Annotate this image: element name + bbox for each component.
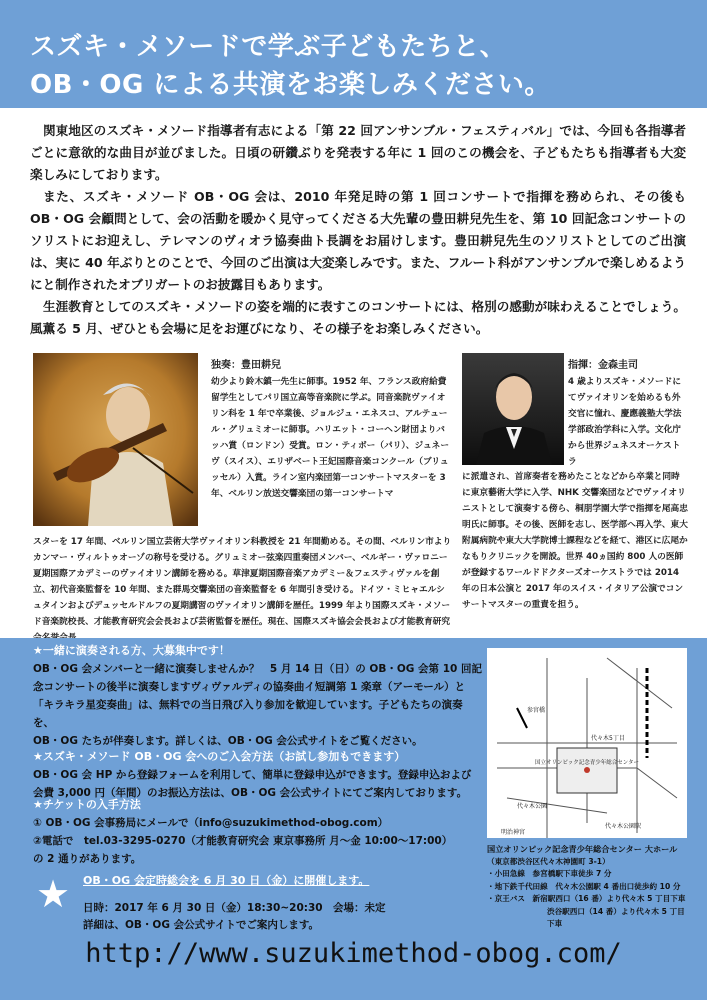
join-performance-line: OB・OG 会メンバーと一緒に演奏しませんか？ 5 月 14 日（日）の OB・OG 会第 10 回記 bbox=[33, 663, 482, 675]
access-route: ・京王バス 新宿駅西口（16 番）より代々木 5 丁目下車 bbox=[487, 894, 686, 903]
intro-paragraph-2: また、スズキ・メソード OB・OG 会は、2010 年発足時の第 1 回コンサートで指揮を務められ、その後も OB・OG 会顧問として、会の活動を暖かく見守ってくださる大先輩の豊田耕兒先生を、第 10 回記念コンサートのソリストにお迎えし、テレマンのヴィオラ協奏曲ト長調をお届けします。豊田耕兒先生のソリストとしてのご出演は、実に 40 年ぶりとのことで、今回のご出演は大変楽しみです。また、フルート科がアンサンブルで楽しめるようにと制作されたオブリガートのお披露目もあります。 bbox=[30, 189, 686, 292]
map-label-center: 国立オリンピック記念青少年総合センター bbox=[534, 760, 640, 766]
map-label-yoyogi5: 代々木5丁目 bbox=[591, 735, 625, 742]
conductor-bio-part1: 4 歳よりスズキ・メソードにてヴァイオリンを始めるも外交官に憧れ、慶應義塾大学法学部政治学科に入学。文化庁から世界ジュネスオーケストラ bbox=[568, 377, 682, 467]
meeting-details bbox=[83, 900, 386, 934]
access-info bbox=[487, 843, 691, 931]
map-label-station: 代々木公園駅 bbox=[605, 823, 642, 830]
tickets-phone-line[interactable]: ②電話で tel.03-3295-0270（才能教育研究会 東京事務所 月～金 10:00～17:00） bbox=[33, 835, 453, 847]
membership-section bbox=[33, 748, 483, 802]
join-performance-section bbox=[33, 642, 483, 750]
join-performance-line: 「キラキラ星変奏曲」は、無料での当日飛び入り参加を歓迎しています。子どもたちの演奏を、 bbox=[33, 699, 463, 729]
join-performance-line: 念コンサートの後半に演奏しますヴィヴァルディの協奏曲イ短調第 1 楽章（アーモール）と bbox=[33, 681, 466, 693]
tickets-section bbox=[33, 796, 483, 868]
access-route: ・地下鉄千代田線 代々木公園駅 4 番出口徒歩約 10 分 bbox=[487, 881, 681, 891]
tickets-email-line[interactable]: ① OB・OG 会事務局にメールで（info@suzukimethod-obog.com） bbox=[33, 817, 389, 829]
venue-address: （東京都渋谷区代々木神園町 3-1） bbox=[487, 856, 610, 866]
map-label-meiji: 明治神宮 bbox=[501, 829, 526, 836]
meeting-note: 詳細は、OB・OG 会公式サイトでご案内します。 bbox=[83, 919, 320, 931]
intro-paragraph-1: 関東地区のスズキ・メソード指導者有志による「第 22 回アンサンブル・フェスティバル」では、今回も各指導者ごとに意欲的な曲目が並びました。日頃の研鑽ぶりを発表する年に 1 回のこの機会を、子どもたちも指導者も大変楽しみにしております。 bbox=[30, 123, 686, 182]
soloist-photo bbox=[33, 353, 198, 526]
star-icon: ★ bbox=[36, 872, 71, 916]
conductor-name: 指揮：金森圭司 bbox=[568, 360, 638, 371]
meeting-datetime: 日時：2017 年 6 月 30 日（金）18:30~20:30 会場：未定 bbox=[83, 902, 386, 914]
venue-marker-icon bbox=[584, 767, 590, 773]
membership-line: OB・OG 会 HP から登録フォームを利用して、簡単に登録申込ができます。登録申込および bbox=[33, 769, 472, 781]
intro-text bbox=[30, 120, 686, 340]
conductor-bio-part2: に派遣され、首席奏者を務めたことなどから卒業と同時に東京藝術大学に入学、NHK 交響楽団などでヴァイオリニストとして演奏する傍ら、桐朋学園大学で指揮を尾高忠明氏に師事。その後、医師を志し、医学部へ再入学、東大附属病院や東大大学院博士課程などを経て、港区に広尾かなもりクリニックを開設。世界 40ヵ国約 800 人の医師が登録するワールドドクターズオーケストラでは 2014 年の日本公演と 2017 年のスイス・イタリア公演でコンサートマスターの重責を担う。 bbox=[462, 472, 688, 610]
join-performance-line: OB・OG たちが伴奏します。詳しくは、OB・OG 会公式サイトをご覧ください。 bbox=[33, 735, 423, 747]
header-banner bbox=[0, 0, 707, 108]
header-title-line2: OB・OG による共演をお楽しみください。 bbox=[30, 70, 551, 100]
map-label-park: 代々木公園 bbox=[517, 803, 548, 810]
conductor-photo bbox=[462, 353, 564, 465]
access-route: 渋谷駅西口（14 番）より代々木 5 丁目下車 bbox=[547, 906, 685, 928]
soloist-name: 独奏：豊田耕兒 bbox=[211, 360, 281, 371]
membership-heading: ★スズキ・メソード OB・OG 会へのご入会方法（お試し参加もできます） bbox=[33, 750, 406, 763]
map-label-sanguubashi: 参宮橋 bbox=[527, 707, 546, 714]
website-url-link[interactable]: http://www.suzukimethod-obog.com/ bbox=[85, 938, 622, 969]
meeting-heading: OB・OG 会定時総会を 6 月 30 日（金）に開催します。 bbox=[83, 874, 370, 887]
membership-line: 会費 3,000 円（年間）のお振込方法は、OB・OG 会公式サイトにてご案内しております。 bbox=[33, 787, 468, 799]
soloist-bio-part1: 幼少より鈴木鎮一先生に師事。1952 年、フランス政府給費留学生としてパリ国立高等音楽院に学ぶ。同音楽院ヴァイオリン科を 1 年で卒業後、ジョルジュ・エネスコ、アルテュール・グリュミオーに師事。ハリエット・コーヘン財団よりバッハ賞（ロンドン）受賞。ロン・ティボー（パリ）、ジュネーヴ（スイス）、エリザベート王妃国際音楽コンクール（ブリュッセル）入賞。ライン室内楽団第一コンサートマスターを 3 年、ベルリン放送交響楽団の第一コンサートマ bbox=[211, 377, 450, 499]
tickets-note: の 2 通りがあります。 bbox=[33, 853, 142, 865]
tickets-heading: ★チケットの入手方法 bbox=[33, 798, 141, 811]
venue-name: 国立オリンピック記念青少年総合センター 大ホール bbox=[487, 844, 678, 854]
intro-paragraph-3: 生涯教育としてのスズキ・メソードの姿を端的に表すこのコンサートには、格別の感動が味わえることでしょう。風薫る 5 月、ぜひとも会場に足をお運びになり、その様子をお楽しみください。 bbox=[30, 299, 686, 336]
header-title-line1: スズキ・メソードで学ぶ子どもたちと、 bbox=[30, 32, 507, 62]
join-performance-heading: ★一緒に演奏される方、大募集中です！ bbox=[33, 644, 230, 657]
access-route: ・小田急線 参宮橋駅下車徒歩 7 分 bbox=[487, 869, 612, 878]
access-map bbox=[487, 648, 687, 838]
soloist-bio-part2: スターを 17 年間、ベルリン国立芸術大学ヴァイオリン科教授を 21 年間勤める。その間、ベルリン市よりカンマー・ヴィルトゥオーゾの称号を受ける。グリュミオー弦楽四重奏団メンバー、ベルギー・ヴァロニー夏期国際アカデミーのヴァイオリン講師を務める。草津夏期国際音楽アカデミー＆フェスティヴァルを創立、初代音楽監督を 10 年間、また群馬交響楽団の音楽監督を 6 年間引き受ける。ドイツ・ミヒャエルシュタインおよびデュッセルドルフの夏期講習のヴァイオリン講師を歴任。1999 年より国際スズキ・メソード音楽院校長、才能教育研究会会長および芸術監督を歴任。現在、国際スズキ協会会長および才能教育研究 bbox=[33, 537, 452, 627]
